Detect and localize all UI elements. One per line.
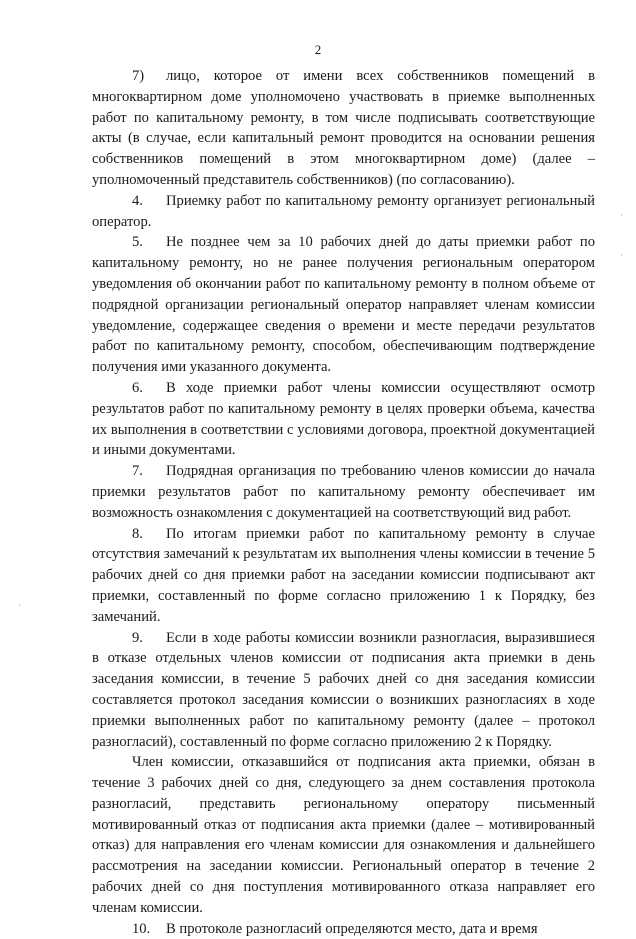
scan-margin-mark: ·	[18, 600, 21, 610]
paragraph-5	[92, 232, 595, 378]
paragraph-number: 4.	[132, 192, 143, 209]
paragraph-number: 6.	[132, 379, 143, 396]
paragraph-text: Если в ходе работы комиссии возникли разногласия, выразившиеся в отказе отдельных членов комиссии от подписания акта приемки в день заседания комиссии, в течение 5 рабочих дней со дня заседания комиссии составляется протокол заседания комиссии о возникших разногласиях в ходе приемки выполненных работ по капитальному ремонту (далее – протокол разногласий), составленный по форме согласно приложению 2 к Порядку.	[92, 629, 595, 750]
paragraph-number: 10.	[132, 920, 151, 937]
paragraph-9-continued	[92, 752, 595, 918]
paragraph-4	[92, 191, 595, 233]
paragraph-text: В протоколе разногласий определяются место, дата и время	[166, 920, 538, 937]
paragraph-number: 7)	[132, 68, 145, 84]
paragraph-10	[92, 919, 595, 939]
paragraph-8	[92, 524, 595, 628]
paragraph-text: В ходе приемки работ члены комиссии осуществляют осмотр результатов работ по капитальному ремонту в целях проверки объема, качества их выполнения в соответствии с условиями договора, проектной документацией и иными документами.	[92, 379, 595, 459]
paragraph-text: По итогам приемки работ по капитальному ремонту в случае отсутствия замечаний к результатам их выполнения члены комиссии в течение 5 рабочих дней со дня приемки работ на заседании комиссии подписывают акт приемки, составленный по форме согласно приложению 1 к Порядку, без замечаний.	[92, 525, 595, 625]
paragraph-6	[92, 378, 595, 461]
paragraph-text: лицо, которое от имени всех собственников помещений в многоквартирном доме уполномочено участвовать в приемке выполненных работ по капитальному ремонту, в том числе подписывать соответствующие акты (в случае, если капитальный ремонт проводится на основании решения собственников помещений в этом многоквартирном доме) (далее – уполномоченный представитель собственников) (по согласованию).	[92, 68, 595, 188]
paragraph-number: 5.	[132, 234, 143, 251]
page-number: 2	[314, 42, 322, 57]
paragraph-number: 9.	[132, 629, 143, 646]
paragraph-text: Подрядная организация по требованию членов комиссии до начала приемки результатов работ по капитальному ремонту обеспечивает им возможность ознакомления с документацией на соответствующий вид работ.	[92, 463, 595, 521]
paragraph-text: Член комиссии, отказавшийся от подписания акта приемки, обязан в течение 3 рабочих дней со дня, следующего за днем составления протокола разногласий, представить региональному оператору письменный мотивированный отказ от подписания акта приемки (далее – мотивированный отказ) для направления его членам комиссии для ознакомления и дальнейшего рассмотрения на заседании комиссии. Региональный оператор в течение 2 рабочих дней со дня поступления мотивированного отказа направляет его членам комиссии.	[92, 754, 595, 916]
scan-margin-mark: ·	[620, 210, 623, 220]
paragraph-number: 7.	[132, 463, 143, 480]
document-body	[92, 66, 595, 939]
scan-margin-mark: ·	[620, 250, 623, 260]
paragraph-text: Не позднее чем за 10 рабочих дней до даты приемки работ по капитальному ремонту, но не ранее получения региональным оператором уведомления об окончании работ по капитальному ремонту в полном объеме от подрядной организации региональный оператор направляет членам комиссии уведомление, содержащее сведения о времени и месте передачи результатов работ по капитальному ремонту, способом, обеспечивающим подтверждение получения ими указанного документа.	[92, 234, 595, 376]
paragraph-9	[92, 628, 595, 753]
paragraph-number: 8.	[132, 525, 143, 542]
paragraph-7	[92, 461, 595, 523]
paragraph-text: Приемку работ по капитальному ремонту организует региональный оператор.	[92, 192, 595, 230]
paragraph-item-7	[92, 66, 595, 191]
